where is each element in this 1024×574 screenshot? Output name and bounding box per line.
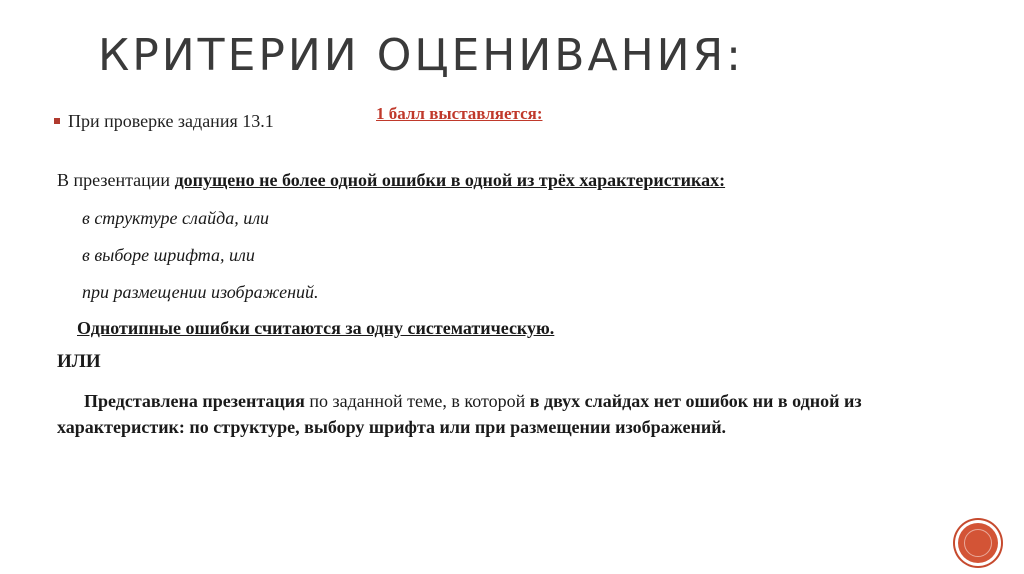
para-bold-end: в двух слайдах нет ошибок ни в одной из характеристик: по структуре, выбору шрифта или при размещении изображений. <box>57 391 862 437</box>
bullet-text: При проверке задания 13.1 <box>68 111 274 131</box>
systematic-note: Однотипные ошибки считаются за одну систематическую. <box>77 318 555 338</box>
para-bold-start: Представлена презентация <box>84 391 305 411</box>
square-bullet-icon <box>54 118 60 124</box>
bullet-item <box>54 111 274 132</box>
criteria-emphasis: допущено не более одной ошибки в одной из трёх характеристиках: <box>174 170 726 190</box>
or-label: ИЛИ <box>57 351 101 372</box>
score-note: 1 балл выставляется: <box>376 104 543 123</box>
circle-inner-ring <box>964 529 992 557</box>
para-normal: по заданной теме, в которой <box>304 391 530 411</box>
criteria-prefix: В презентации <box>57 170 175 190</box>
criteria-line <box>57 170 725 191</box>
criteria-item-structure: в структуре слайда, или <box>82 208 270 228</box>
circle-button-icon[interactable] <box>958 523 998 563</box>
alternative-paragraph <box>57 388 957 440</box>
criteria-item-font: в выборе шрифта, или <box>82 245 255 265</box>
slide-title: КРИТЕРИИ ОЦЕНИВАНИЯ: <box>98 30 744 81</box>
criteria-item-images: при размещении изображений. <box>82 282 319 302</box>
